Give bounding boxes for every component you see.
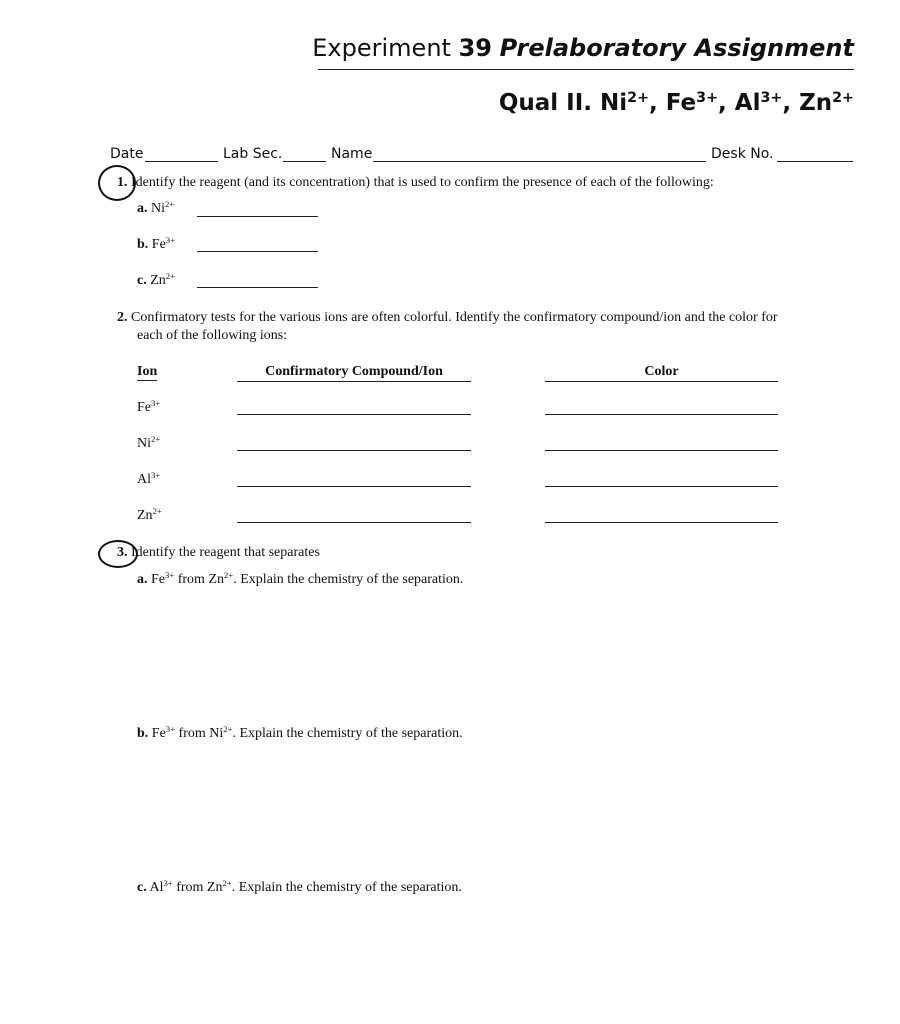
answer-fe-color[interactable] <box>545 414 778 415</box>
table-row-fe <box>137 400 160 416</box>
title-number: 39 <box>458 34 492 62</box>
q3-item-c-letter: c. <box>137 880 147 895</box>
subtitle-charge-al: 3+ <box>760 90 783 107</box>
q3-item-c-rest: . Explain the chemistry of the separation. <box>231 880 462 895</box>
row-fe-charge: 3+ <box>151 398 161 409</box>
subtitle-charge-fe: 3+ <box>696 90 719 107</box>
q3-text: Identify the reagent that separates <box>131 545 320 560</box>
date-field[interactable] <box>145 161 218 162</box>
q3-answer-area-b[interactable] <box>137 752 853 862</box>
q3-item-b-charge1: 3+ <box>165 724 176 735</box>
answer-al-compound[interactable] <box>237 486 471 487</box>
name-field[interactable] <box>373 161 706 162</box>
q1-item-b-charge: 3+ <box>165 235 176 246</box>
q3-item-b-rest: . Explain the chemistry of the separation. <box>232 726 463 741</box>
q3-item-a-charge1: 3+ <box>165 570 175 581</box>
row-ni-charge: 2+ <box>151 434 161 445</box>
q3-item-c <box>137 880 462 896</box>
q3-answer-area-a[interactable] <box>137 598 853 708</box>
q1-prompt <box>117 175 714 191</box>
q1-number: 1. <box>117 175 128 190</box>
col-compound-header: Confirmatory Compound/Ion <box>237 364 471 382</box>
q1-text: Identify the reagent (and its concentration) that is used to confirm the presence of each of the following: <box>131 175 714 190</box>
col-ion-label: Ion <box>137 364 158 379</box>
subtitle-charge-zn: 2+ <box>832 90 854 107</box>
answer-zn-compound[interactable] <box>237 522 471 523</box>
q3-item-a-rest: . Explain the chemistry of the separation. <box>233 572 464 587</box>
title-rule <box>318 69 854 70</box>
q3-item-a-ion2: Zn <box>208 572 225 587</box>
answer-ni-compound[interactable] <box>237 450 471 451</box>
q2-number: 2. <box>117 310 128 325</box>
title-main: Prelaboratory Assignment <box>499 34 854 62</box>
desk-label: Desk No. <box>711 146 774 162</box>
q3-item-a-from: from <box>177 572 205 587</box>
subtitle-charge-ni: 2+ <box>627 90 650 107</box>
table-row-zn <box>137 508 162 524</box>
q3-item-c-from: from <box>176 880 204 895</box>
answer-ni-color[interactable] <box>545 450 778 451</box>
q1-item-a <box>137 201 174 217</box>
q1-item-b <box>137 237 175 253</box>
row-al-symbol: Al <box>137 472 151 487</box>
q1-item-c <box>137 273 175 289</box>
answer-zn-color[interactable] <box>545 522 778 523</box>
q3-item-b-from: from <box>178 726 206 741</box>
col-color-header: Color <box>545 364 778 382</box>
row-zn-charge: 2+ <box>152 506 162 517</box>
page-title <box>312 34 854 62</box>
q3-answer-area-c[interactable] <box>137 906 853 1016</box>
subtitle-text: Qual II. Ni <box>498 90 628 116</box>
subtitle-ion-al: Al <box>734 90 761 116</box>
date-label: Date <box>110 146 144 162</box>
title-prefix: Experiment <box>312 34 451 62</box>
row-ni-symbol: Ni <box>137 436 151 451</box>
row-fe-symbol: Fe <box>137 400 151 415</box>
q3-item-c-charge2: 2+ <box>222 878 232 889</box>
q2-text-line1: Confirmatory tests for the various ions are often colorful. Identify the confirmatory compound/ion and the color for <box>131 310 778 325</box>
q1-answer-a[interactable] <box>197 216 318 217</box>
q1-item-a-charge: 2+ <box>165 199 175 210</box>
q3-item-a-ion1: Fe <box>151 572 165 587</box>
table-row-al <box>137 472 160 488</box>
table-row-ni <box>137 436 160 452</box>
subtitle-ion-fe: Fe <box>665 90 697 116</box>
q3-item-a-charge2: 2+ <box>224 570 234 581</box>
row-zn-symbol: Zn <box>137 508 153 523</box>
q2-prompt <box>117 310 778 326</box>
q3-item-a <box>137 572 463 588</box>
page-subtitle: Qual II. $Ni^{2+}$, $Fe^{3+}$, $Al^{3+}$, $Zn^{2+}$ <box>498 90 854 116</box>
lab-sec-label: Lab Sec. <box>223 146 283 162</box>
q3-item-b <box>137 726 463 742</box>
q1-answer-c[interactable] <box>197 287 318 288</box>
q3-item-b-ion1: Fe <box>151 726 166 741</box>
q3-prompt <box>117 545 320 561</box>
q3-item-c-ion1: Al <box>149 880 164 895</box>
q3-number: 3. <box>117 545 128 560</box>
q3-item-b-charge2: 2+ <box>223 724 233 735</box>
q3-item-b-letter: b. <box>137 726 149 741</box>
q3-item-c-ion2: Zn <box>206 880 223 895</box>
q1-answer-b[interactable] <box>197 251 318 252</box>
q1-item-a-symbol: Ni <box>151 201 165 216</box>
subtitle-ion-zn: Zn <box>799 90 833 116</box>
q1-item-c-charge: 2+ <box>165 271 176 282</box>
q1-item-b-symbol: Fe <box>151 237 166 252</box>
name-label: Name <box>331 146 373 162</box>
col-ion-header <box>137 364 157 380</box>
desk-field[interactable] <box>777 161 853 162</box>
row-al-charge: 3+ <box>151 470 161 481</box>
q3-item-a-letter: a. <box>137 572 148 587</box>
q1-item-c-symbol: Zn <box>150 273 166 288</box>
q1-item-a-letter: a. <box>137 201 148 216</box>
answer-al-color[interactable] <box>545 486 778 487</box>
q2-text-line2: each of the following ions: <box>137 328 288 343</box>
q3-item-b-ion2: Ni <box>209 726 224 741</box>
q3-item-c-charge1: 3+ <box>163 878 173 889</box>
lab-sec-field[interactable] <box>283 161 326 162</box>
q1-item-c-letter: c. <box>137 273 147 288</box>
answer-fe-compound[interactable] <box>237 414 471 415</box>
q1-item-b-letter: b. <box>137 237 149 252</box>
